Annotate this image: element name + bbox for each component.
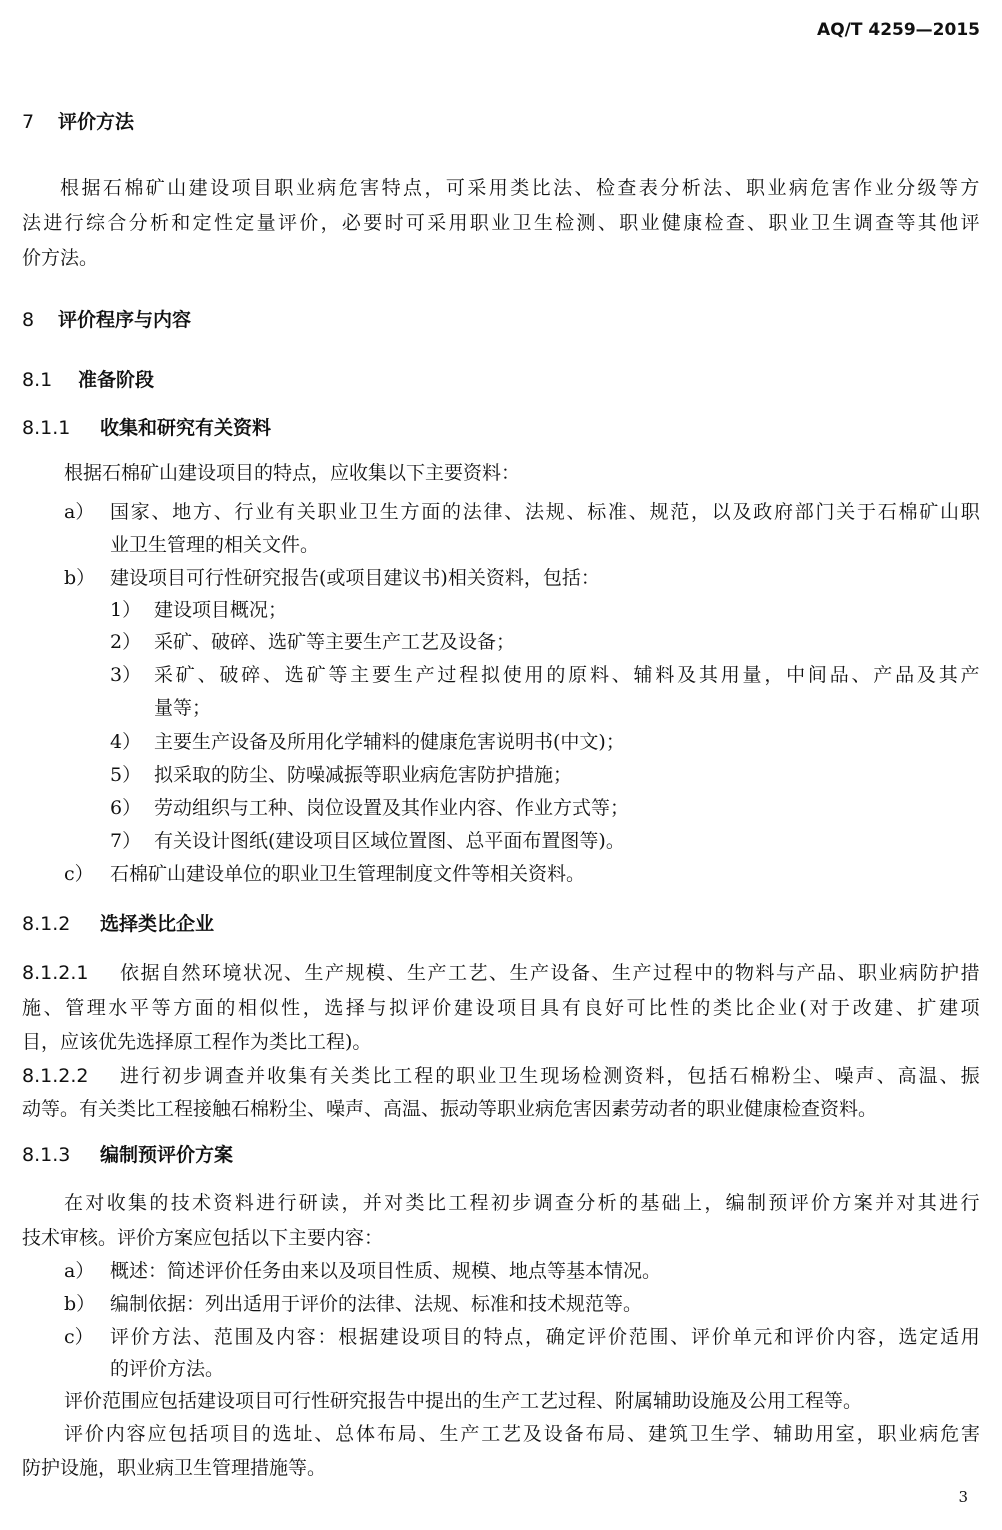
- list-label: c）: [64, 863, 94, 885]
- paragraph-line: 法 进 行 综 合 分 析 和 定 性 定 量 评 价 ， 必 要 时 可 采 用 职 业 卫 生 检 测 、 职 业 健 康 检 查 、 职 业 卫 生 调 查 等 其 他 评: [22, 212, 980, 234]
- sublist-label: 1）: [110, 599, 142, 621]
- section-title: 评价程序与内容: [58, 309, 192, 331]
- paragraph-line: 价方法。: [22, 247, 99, 269]
- sublist-item: 劳动组织与工种、岗位设置及其作业内容、作业方式等；: [154, 797, 630, 819]
- section-8-heading: [22, 308, 191, 332]
- paragraph-line: 根据石棉矿山建设项目的特点，应收集以下主要资料：: [64, 462, 521, 484]
- paragraph-line: 防护设施，职业病卫生管理措施等。: [22, 1457, 327, 1479]
- clause-number: 8.1.2.1: [22, 962, 89, 984]
- list-item-line: 概述：简述评价任务由来以及项目性质、规模、地点等基本情况。: [110, 1260, 662, 1282]
- list-label: b）: [64, 567, 96, 589]
- sublist-label: 4）: [110, 731, 142, 753]
- standard-code: AQ/T 4259—2015: [817, 20, 980, 40]
- sublist-item: 主要生产设备及所用化学辅料的健康危害说明书(中文)；: [154, 731, 625, 753]
- list-item-line: 业卫生管理的相关文件。: [110, 534, 320, 556]
- paragraph-line: 动等。有关类比工程接触石棉粉尘、噪声、高温、振动等职业病危害因素劳动者的职业健康检查资料。: [22, 1098, 878, 1120]
- list-item-line: 石棉矿山建设单位的职业卫生管理制度文件等相关资料。: [110, 863, 586, 885]
- sublist-item: 建设项目概况；: [154, 599, 288, 621]
- sublist-item: 有关设计图纸(建设项目区域位置图、总平面布置图等)。: [154, 830, 625, 852]
- paragraph-line: 依 据 自 然 环 境 状 况 、 生 产 规 模 、 生 产 工 艺 、 生 产 设 备 、 生 产 过 程 中 的 物 料 与 产 品 、 职 业 病 防 护 措: [120, 962, 980, 984]
- section-number: 8.1: [22, 369, 53, 391]
- sublist-label: 3）: [110, 664, 142, 686]
- section-8-1-heading: [22, 368, 154, 392]
- section-8-1-2-heading: [22, 912, 214, 936]
- section-number: 8: [22, 309, 35, 331]
- list-item-line: 的评价方法。: [110, 1358, 225, 1380]
- paragraph-line: 施 、 管 理 水 平 等 方 面 的 相 似 性 ， 选 择 与 拟 评 价 建 设 项 目 具 有 良 好 可 比 性 的 类 比 企 业 ( 对 于 改 建 、 扩 建 项: [22, 997, 980, 1019]
- sublist-label: 6）: [110, 797, 142, 819]
- paragraph-line: 目，应该优先选择原工程作为类比工程)。: [22, 1031, 372, 1053]
- paragraph-line: 技术审核。评价方案应包括以下主要内容：: [22, 1227, 384, 1249]
- page-number: 3: [958, 1488, 968, 1506]
- sublist-label: 5）: [110, 764, 142, 786]
- sublist-label: 2）: [110, 631, 142, 653]
- section-8-1-3-heading: [22, 1143, 233, 1167]
- list-item-line: 国 家 、 地 方 、 行 业 有 关 职 业 卫 生 方 面 的 法 律 、 法 规 、 标 准 、 规 范 ， 以 及 政 府 部 门 关 于 石 棉 矿 山 职: [110, 501, 980, 523]
- list-item-line: 编制依据：列出适用于评价的法律、法规、标准和技术规范等。: [110, 1293, 643, 1315]
- section-number: 8.1.1: [22, 417, 71, 439]
- sublist-label: 7）: [110, 830, 142, 852]
- list-label: c）: [64, 1326, 94, 1348]
- list-label: b）: [64, 1293, 96, 1315]
- sublist-item: 拟采取的防尘、防噪减振等职业病危害防护措施；: [154, 764, 573, 786]
- section-title: 选择类比企业: [100, 913, 215, 935]
- section-7-heading: [22, 110, 134, 134]
- paragraph-line: 根 据 石 棉 矿 山 建 设 项 目 职 业 病 危 害 特 点 ， 可 采 用 类 比 法 、 检 查 表 分 析 法 、 职 业 病 危 害 作 业 分 级 等 方: [60, 177, 980, 199]
- sublist-item: 采矿、破碎、选矿等主要生产工艺及设备；: [154, 631, 516, 653]
- paragraph-line: 评 价 内 容 应 包 括 项 目 的 选 址 、 总 体 布 局 、 生 产 工 艺 及 设 备 布 局 、 建 筑 卫 生 学 、 辅 助 用 室 ， 职 业 病 危 害: [64, 1423, 980, 1445]
- section-8-1-1-heading: [22, 416, 271, 440]
- list-label: a）: [64, 501, 95, 523]
- paragraph-line: 评价范围应包括建设项目可行性研究报告中提出的生产工艺过程、附属辅助设施及公用工程等。: [64, 1390, 863, 1412]
- list-label: a）: [64, 1260, 95, 1282]
- sublist-item: 量等；: [154, 697, 212, 719]
- section-title: 准备阶段: [78, 369, 155, 391]
- list-item-line: 建设项目可行性研究报告(或项目建议书)相关资料，包括：: [110, 567, 600, 589]
- section-title: 评价方法: [58, 111, 135, 133]
- list-item-line: 评 价 方 法 、 范 围 及 内 容 ： 根 据 建 设 项 目 的 特 点 ， 确 定 评 价 范 围 、 评 价 单 元 和 评 价 内 容 ， 选 定 适 用: [110, 1326, 980, 1348]
- section-number: 8.1.3: [22, 1144, 71, 1166]
- paragraph-line: 进 行 初 步 调 查 并 收 集 有 关 类 比 工 程 的 职 业 卫 生 现 场 检 测 资 料 ， 包 括 石 棉 粉 尘 、 噪 声 、 高 温 、 振: [120, 1065, 980, 1087]
- section-number: 7: [22, 111, 35, 133]
- clause-number: 8.1.2.2: [22, 1065, 89, 1087]
- section-number: 8.1.2: [22, 913, 71, 935]
- sublist-item: 采 矿 、 破 碎 、 选 矿 等 主 要 生 产 过 程 拟 使 用 的 原 料 、 辅 料 及 其 用 量 ， 中 间 品 、 产 品 及 其 产: [154, 664, 980, 686]
- paragraph-line: 在 对 收 集 的 技 术 资 料 进 行 研 读 ， 并 对 类 比 工 程 初 步 调 查 分 析 的 基 础 上 ， 编 制 预 评 价 方 案 并 对 其 进 行: [64, 1192, 980, 1214]
- section-title: 收集和研究有关资料: [100, 417, 272, 439]
- section-title: 编制预评价方案: [100, 1144, 234, 1166]
